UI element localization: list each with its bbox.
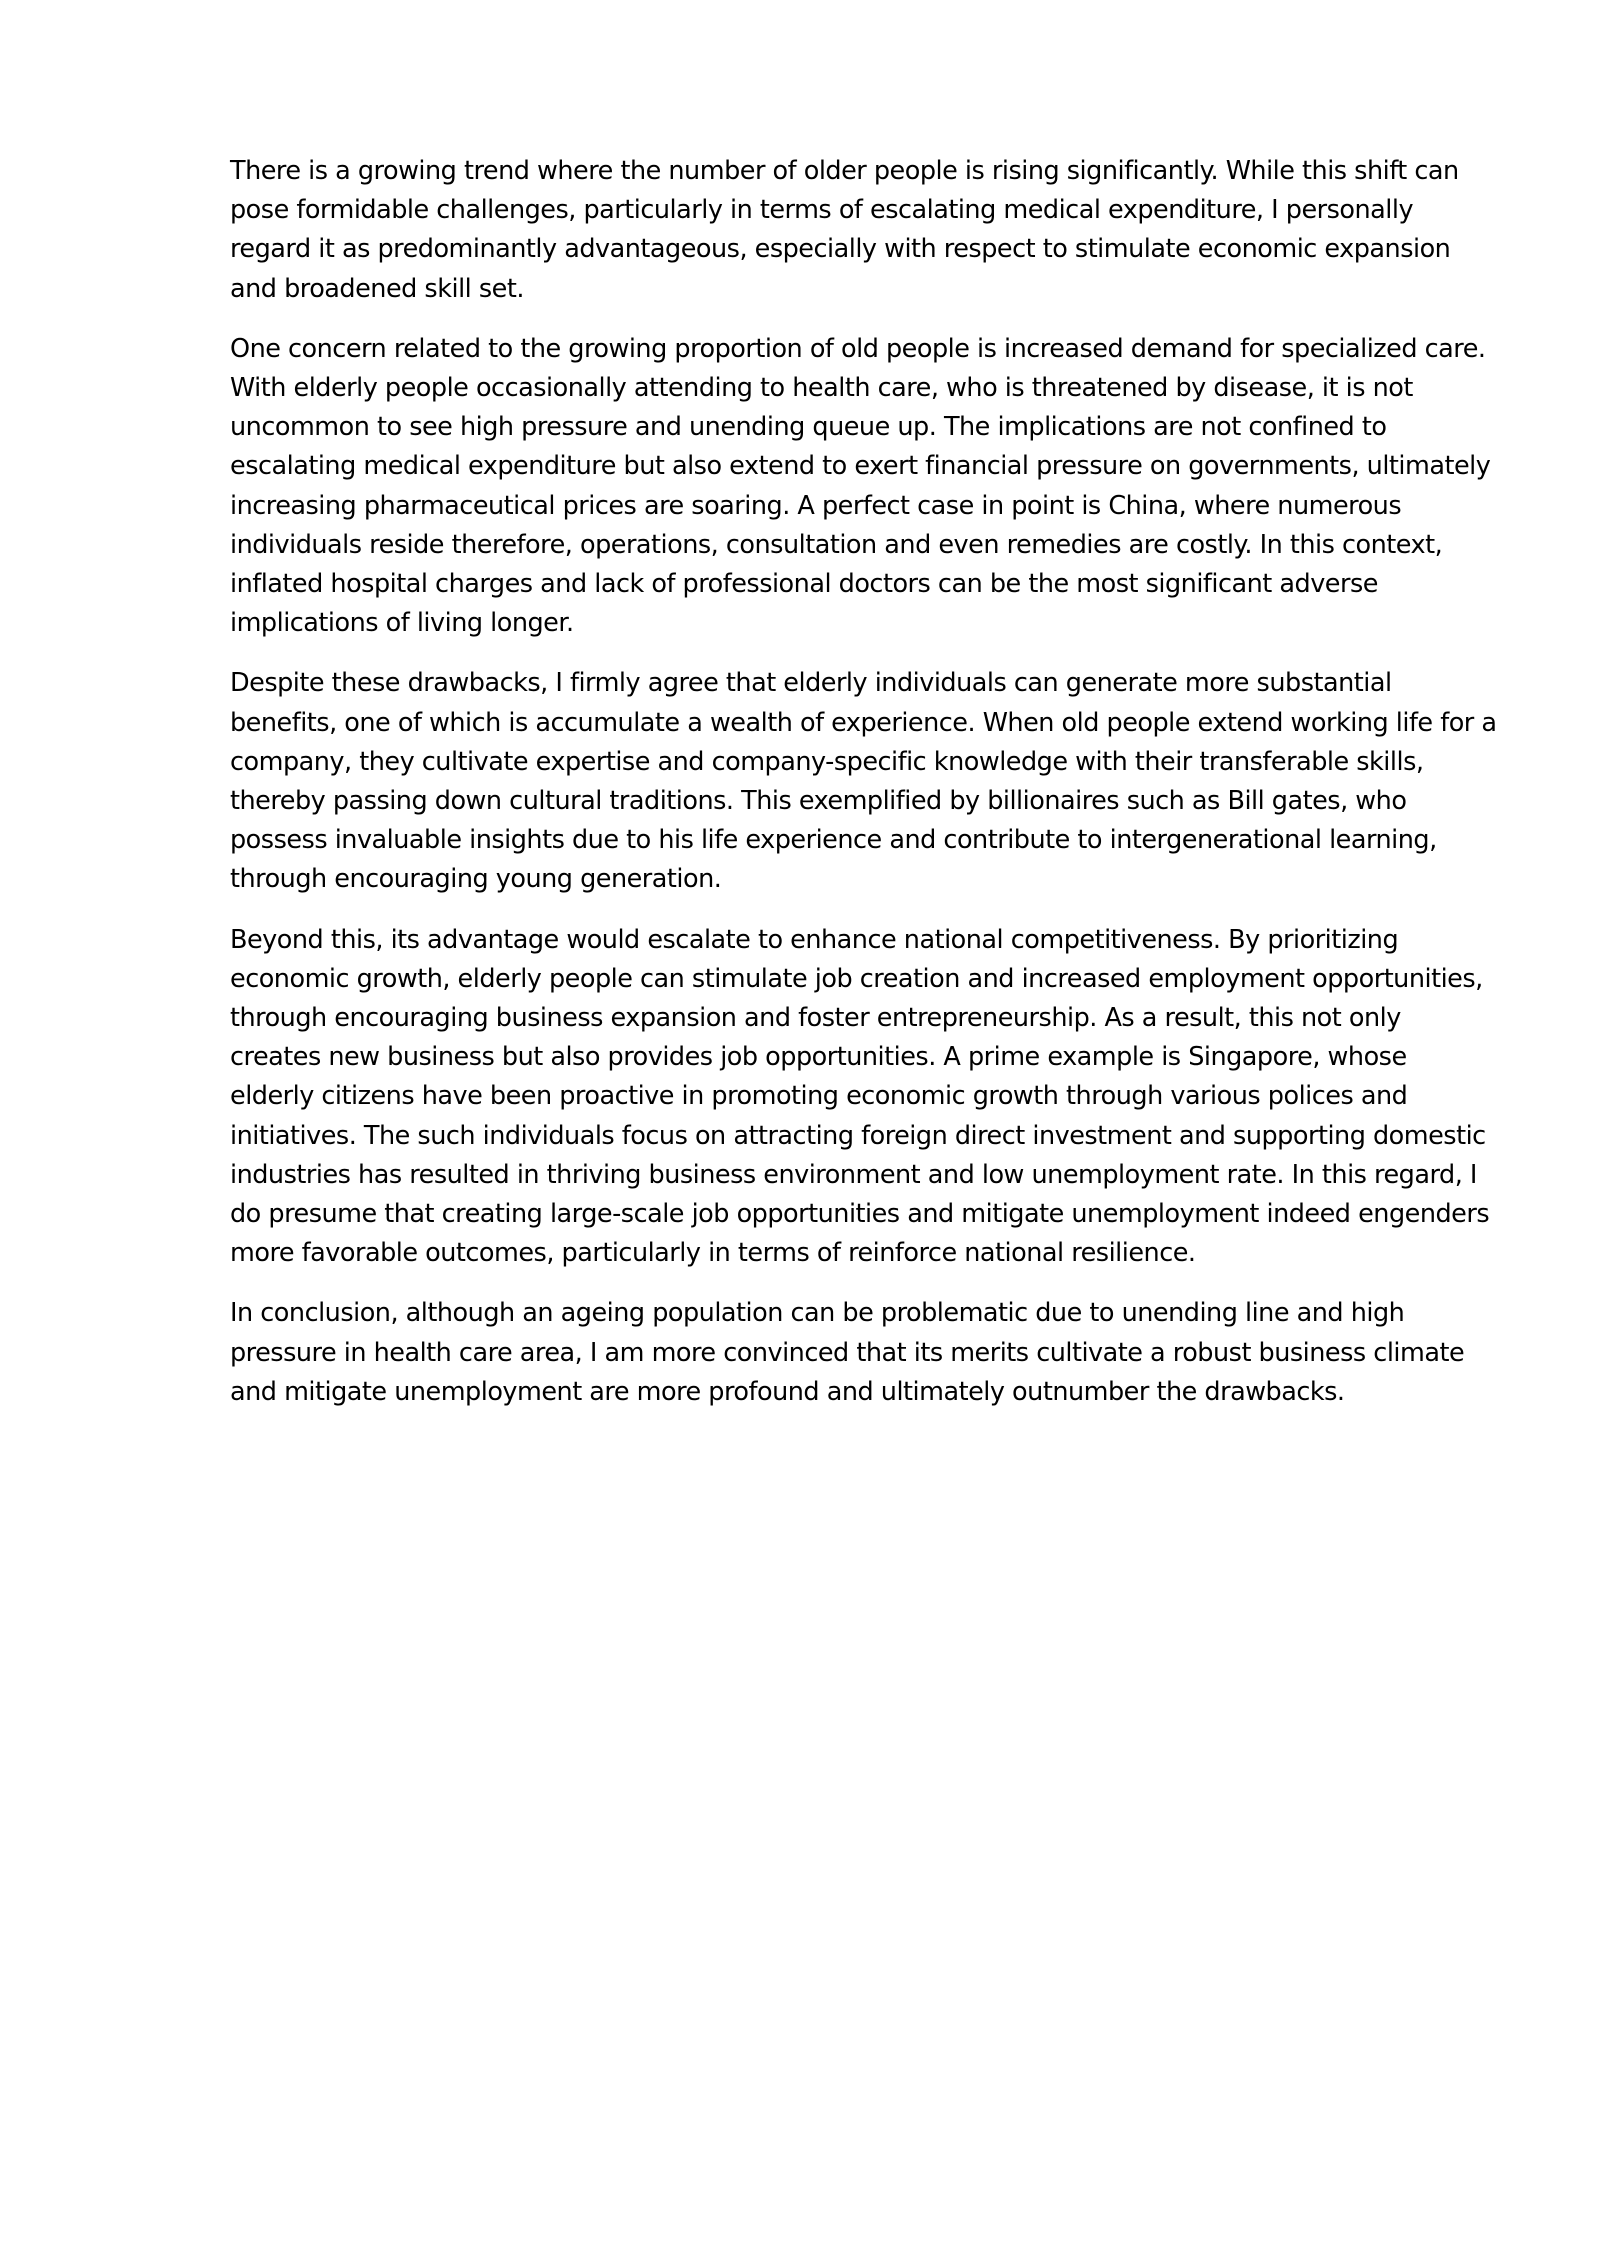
paragraph-benefits-competitiveness: Beyond this, its advantage would escalate to enhance national competitiveness. By prioritizing economic growth, elderly people can stimulate job creation and increased employment opportunities, through encouraging business expansion and foster entrepreneurship. As a result, this not only creates new business but also provides job opportunities. A prime example is Singapore, whose elderly citizens have been proactive in promoting economic growth through various polices and initiatives. The such individuals focus on attracting foreign direct investment and supporting domestic industries has resulted in thriving business environment and low unemployment rate. In this regard, I do presume that creating large-scale job opportunities and mitigate unemployment indeed engenders more favorable outcomes, particularly in terms of reinforce national resilience. (230, 924, 1490, 1269)
paragraph-concern: One concern related to the growing proportion of old people is increased demand for specialized care. With elderly people occasionally attending to health care, who is threatened by disease, it is not uncommon to see high pressure and unending queue up. The implications are not confined to escalating medical expenditure but also extend to exert financial pressure on governments, ultimately increasing pharmaceutical prices are soaring. A perfect case in point is China, where numerous individuals reside therefore, operations, consultation and even remedies are costly. In this context, inflated hospital charges and lack of professional doctors can be the most significant adverse implications of living longer. (230, 333, 1491, 639)
paragraph-benefits-experience: Despite these drawbacks, I firmly agree that elderly individuals can generate more substantial benefits, one of which is accumulate a wealth of experience. When old people extend working life for a company, they cultivate expertise and company-specific knowledge with their transferable skills, thereby passing down cultural traditions. This exemplified by billionaires such as Bill gates, who possess invaluable insights due to his life experience and contribute to intergenerational learning, through encouraging young generation. (230, 668, 1497, 895)
paragraph-conclusion: In conclusion, although an ageing population can be problematic due to unending line and high pressure in health care area, I am more convinced that its merits cultivate a robust business climate and mitigate unemployment are more profound and ultimately outnumber the drawbacks. (230, 1298, 1465, 1407)
paragraph-introduction: There is a growing trend where the number of older people is rising significantly. While this shift can pose formidable challenges, particularly in terms of escalating medical expenditure, I personally regard it as predominantly advantageous, especially with respect to stimulate economic expansion and broadened skill set. (230, 156, 1459, 304)
essay-body (230, 152, 1498, 1433)
